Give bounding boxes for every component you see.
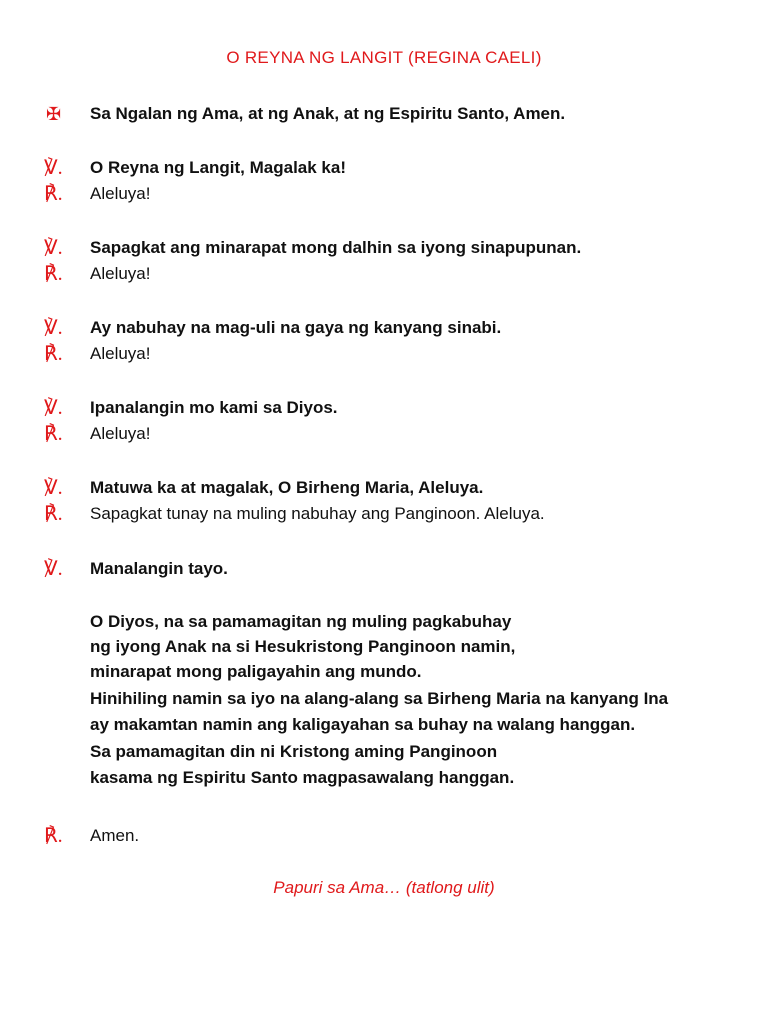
prayer-line: kasama ng Espiritu Santo magpasawalang hanggan. — [90, 768, 515, 787]
versicle-icon: ℣. — [44, 477, 63, 499]
let-us-pray-text: Manalangin tayo. — [90, 559, 228, 578]
response-icon: ℟. — [44, 503, 63, 525]
versicle-text: O Reyna ng Langit, Magalak ka! — [90, 158, 347, 177]
versicle-text: Matuwa ka at magalak, O Birheng Maria, Aleluya. — [90, 478, 484, 497]
response-icon: ℟. — [44, 263, 63, 285]
response-text: Sapagkat tunay na muling nabuhay ang Panginoon. Aleluya. — [90, 504, 545, 523]
footer-instruction: Papuri sa Ama… (tatlong ulit) — [273, 878, 495, 897]
response-text: Aleluya! — [90, 424, 151, 443]
response-icon: ℟. — [44, 825, 63, 847]
versicle-icon: ℣. — [44, 237, 63, 259]
versicle-icon: ℣. — [44, 317, 63, 339]
response-text: Aleluya! — [90, 184, 151, 203]
prayer-line: Sa pamamagitan din ni Kristong aming Panginoon — [90, 742, 498, 761]
versicle-icon: ℣. — [44, 558, 63, 580]
prayer-line: ng iyong Anak na si Hesukristong Panginoon namin, — [90, 637, 516, 656]
versicle-text: Ipanalangin mo kami sa Diyos. — [90, 398, 338, 417]
response-icon: ℟. — [44, 423, 63, 445]
versicle-text: Ay nabuhay na mag-uli na gaya ng kanyang sinabi. — [90, 318, 502, 337]
versicle-text: Sapagkat ang minarapat mong dalhin sa iyong sinapupunan. — [90, 238, 582, 257]
response-text: Aleluya! — [90, 264, 151, 283]
amen-text: Amen. — [90, 826, 140, 845]
prayer-line: minarapat mong paligayahin ang mundo. — [90, 662, 422, 681]
prayer-line: Hinihiling namin sa iyo na alang-alang sa Birheng Maria na kanyang Ina — [90, 689, 669, 708]
prayer-line: ay makamtan namin ang kaligayahan sa buhay na walang hanggan. — [90, 715, 636, 734]
response-icon: ℟. — [44, 183, 63, 205]
prayer-title: O REYNA NG LANGIT (REGINA CAELI) — [226, 48, 542, 67]
cross-icon: ✠ — [46, 104, 62, 124]
response-text: Aleluya! — [90, 344, 151, 363]
response-icon: ℟. — [44, 343, 63, 365]
sign-of-cross-text: Sa Ngalan ng Ama, at ng Anak, at ng Espiritu Santo, Amen. — [90, 104, 566, 123]
prayer-line: O Diyos, na sa pamamagitan ng muling pagkabuhay — [90, 612, 512, 631]
versicle-icon: ℣. — [44, 157, 63, 179]
versicle-icon: ℣. — [44, 397, 63, 419]
